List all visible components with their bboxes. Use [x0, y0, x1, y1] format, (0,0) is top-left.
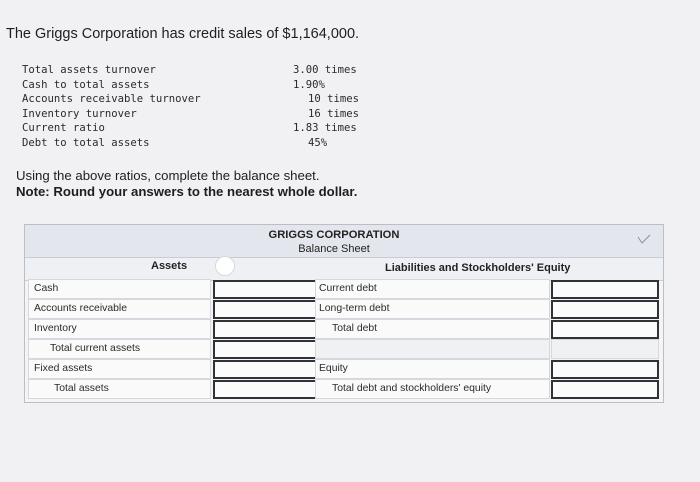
ratio-value: 45%	[308, 136, 328, 149]
circle-icon	[215, 256, 235, 276]
inventory-label: Inventory	[28, 319, 211, 339]
current-debt-label: Current debt	[315, 279, 550, 299]
balance-sheet-table	[24, 224, 664, 403]
accounts-receivable-label: Accounts receivable	[28, 299, 211, 319]
total-debt-label: Total debt	[315, 319, 550, 339]
total-debt-equity-label: Total debt and stockholders' equity	[315, 379, 550, 399]
liabilities-equity-header: Liabilities and Stockholders' Equity	[385, 262, 571, 274]
long-term-debt-label: Long-term debt	[315, 299, 550, 319]
assets-header: Assets	[151, 260, 188, 272]
rounding-note: Note: Round your answers to the nearest whole dollar.	[16, 184, 358, 199]
total-current-assets-input[interactable]	[213, 340, 317, 359]
total-debt-input[interactable]	[551, 320, 659, 339]
cash-input[interactable]	[213, 280, 317, 299]
blank-cell	[551, 339, 659, 359]
ratio-value: 3.00 times	[293, 64, 357, 76]
instructions-text: Using the above ratios, complete the balance sheet.	[16, 168, 320, 183]
blank-row	[315, 339, 550, 359]
ratio-label: Current ratio	[22, 122, 105, 134]
equity-input[interactable]	[551, 360, 659, 379]
cash-label: Cash	[28, 279, 211, 299]
current-debt-input[interactable]	[551, 280, 659, 299]
ratio-value: 16 times	[308, 107, 360, 120]
check-icon	[637, 233, 651, 247]
total-current-assets-label: Total current assets	[28, 339, 211, 359]
total-assets-input[interactable]	[213, 380, 317, 399]
total-assets-label: Total assets	[28, 379, 211, 399]
inventory-input[interactable]	[213, 320, 317, 339]
fixed-assets-label: Fixed assets	[28, 359, 211, 379]
long-term-debt-input[interactable]	[551, 300, 659, 319]
ratio-label: Cash to total assets	[22, 78, 150, 91]
problem-statement: The Griggs Corporation has credit sales of $1,164,000.	[6, 26, 360, 42]
ratio-value: 1.83 times	[293, 122, 357, 134]
company-name: GRIGGS CORPORATION	[268, 229, 400, 241]
ratio-label: Accounts receivable turnover	[22, 93, 201, 105]
accounts-receivable-input[interactable]	[213, 300, 317, 319]
ratio-label: Inventory turnover	[22, 107, 137, 120]
equity-label: Equity	[315, 359, 550, 379]
fixed-assets-input[interactable]	[213, 360, 317, 379]
instructions-block	[16, 168, 357, 200]
ratio-value: 1.90%	[293, 78, 325, 91]
sheet-subtitle: Balance Sheet	[298, 243, 370, 255]
total-debt-equity-input[interactable]	[551, 380, 659, 399]
ratio-value: 10 times	[308, 93, 360, 105]
ratio-label: Debt to total assets	[22, 136, 150, 149]
ratio-label: Total assets turnover	[22, 64, 156, 76]
